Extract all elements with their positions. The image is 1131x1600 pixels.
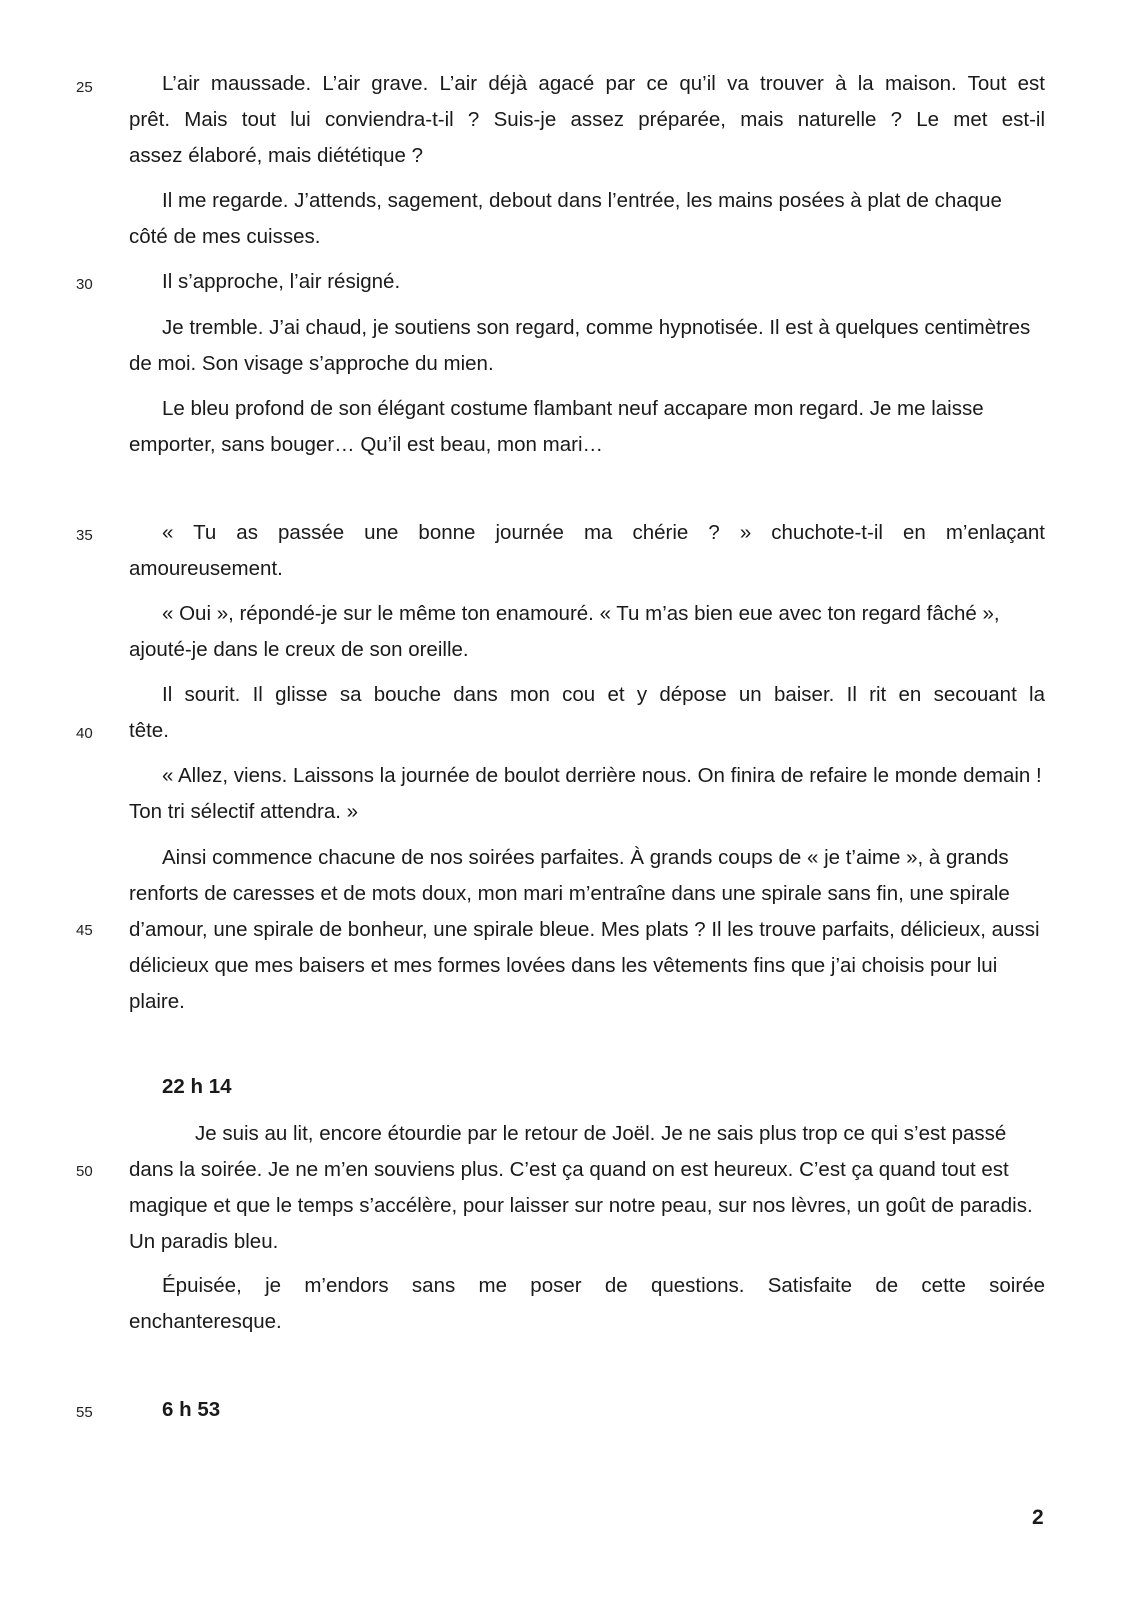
- paragraph-line: « Tu as passée une bonne journée ma chérie ? » chuchote-t-il en m’enlaçant: [162, 521, 1045, 544]
- paragraph: Le bleu profond de son élégant costume flambant neuf accapare mon regard. Je me laisse emporter, sans bouger… Qu’il est beau, mon mari…: [129, 397, 984, 456]
- paragraph-line: enchanteresque.: [129, 1310, 282, 1333]
- paragraph: Il me regarde. J’attends, sagement, debout dans l’entrée, les mains posées à plat de chaque côté de mes cuisses.: [129, 189, 1002, 248]
- line-number-35: 35: [76, 527, 93, 544]
- paragraph: « Oui », répondé-je sur le même ton enamouré. « Tu m’as bien eue avec ton regard fâché », ajouté-je dans le creux de son oreille.: [129, 602, 1000, 661]
- paragraph-line: Il sourit. Il glisse sa bouche dans mon cou et y dépose un baiser. Il rit en secouant la: [162, 683, 1045, 706]
- paragraph: Je suis au lit, encore étourdie par le retour de Joël. Je ne sais plus trop ce qui s’est passé dans la soirée. Je ne m’en souviens plus. C’est ça quand on est heureux. C’est ça quand tout est magique et que le temps s’accélère, pour laisser sur notre peau, sur nos lèvres, un goût de paradis. Un paradis bleu.: [129, 1122, 1033, 1253]
- paragraph: « Allez, viens. Laissons la journée de boulot derrière nous. On finira de refaire le monde demain ! Ton tri sélectif attendra. »: [129, 764, 1042, 823]
- line-number-50: 50: [76, 1163, 93, 1180]
- paragraph-line: tête.: [129, 719, 169, 742]
- line-number-40: 40: [76, 725, 93, 742]
- paragraph-line: L’air maussade. L’air grave. L’air déjà agacé par ce qu’il va trouver à la maison. Tout est: [162, 72, 1045, 95]
- paragraph: Je tremble. J’ai chaud, je soutiens son regard, comme hypnotisée. Il est à quelques centimètres de moi. Son visage s’approche du mien.: [129, 316, 1031, 375]
- paragraph-line: Épuisée, je m’endors sans me poser de questions. Satisfaite de cette soirée: [162, 1274, 1045, 1297]
- section-heading: 22 h 14: [162, 1075, 232, 1098]
- paragraph-line: assez élaboré, mais diététique ?: [129, 144, 424, 167]
- line-number-55: 55: [76, 1404, 93, 1421]
- paragraph-line: amoureusement.: [129, 557, 283, 580]
- paragraph-line: prêt. Mais tout lui conviendra-t-il ? Suis-je assez préparée, mais naturelle ? Le met est-il: [129, 108, 1045, 131]
- line-number-30: 30: [76, 276, 93, 293]
- line-number-45: 45: [76, 922, 93, 939]
- page-number: 2: [1032, 1506, 1044, 1529]
- paragraph: Il s’approche, l’air résigné.: [162, 270, 401, 293]
- line-number-25: 25: [76, 79, 93, 96]
- paragraph: Ainsi commence chacune de nos soirées parfaites. À grands coups de « je t’aime », à grands renforts de caresses et de mots doux, mon mari m’entraîne dans une spirale sans fin, une spirale d’amour, une spirale de bonheur, une spirale bleue. Mes plats ? Il les trouve parfaits, délicieux, aussi délicieux que mes baisers et mes formes lovées dans les vêtements fins que j’ai choisis pour lui plaire.: [129, 846, 1040, 1013]
- section-heading: 6 h 53: [162, 1398, 221, 1421]
